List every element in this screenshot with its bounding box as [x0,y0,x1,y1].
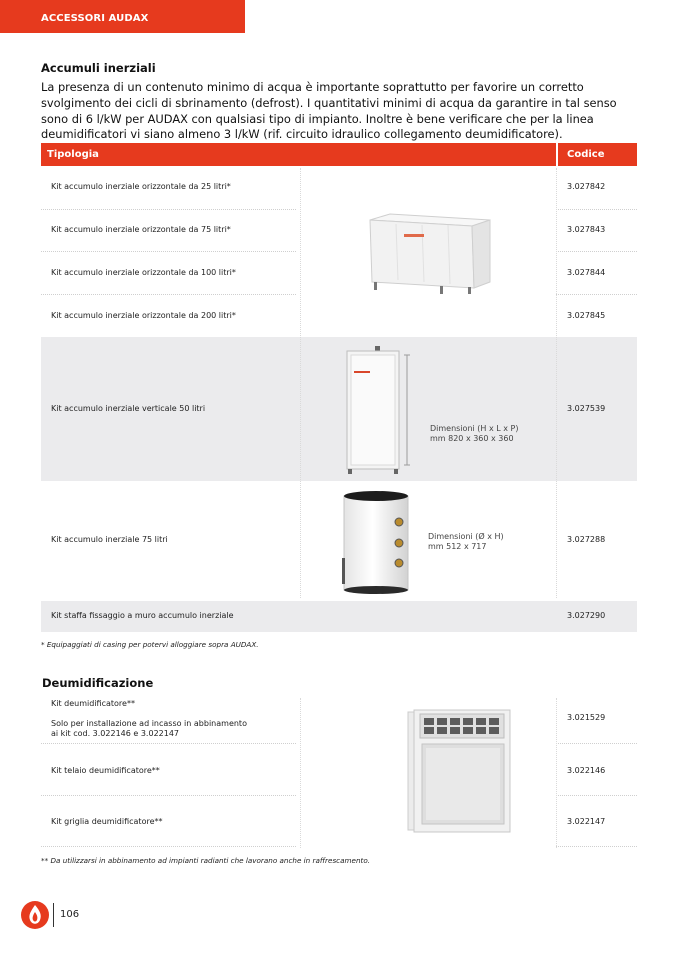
footnote: ** Da utilizzarsi in abbinamento ad impianti radianti che lavorano anche in raffrescamento. [41,856,371,865]
row-label: Kit staffa fissaggio a muro accumulo inerziale [51,611,234,620]
row-code: 3.027843 [567,225,606,234]
intro-paragraph: La presenza di un contenuto minimo di acqua è importante soprattutto per favorire un corretto svolgimento dei cicli di sbrinamento (defrost). I quantitativi minimi di acqua da garantire in tal senso sono di 6 l/kW per AUDAX con qualsiasi tipo di impianto. Inoltre è bene verificare che per la linea deumidificatori vi siano almeno 3 l/kW (rif. circuito idraulico collegamento deumidificatore). [41,80,617,142]
horizontal-tank-image [362,212,494,296]
column-header-codice: Codice [567,149,605,160]
row-code: 3.022147 [567,817,606,826]
row-label: Kit accumulo inerziale 75 litri [51,535,168,544]
row-label: Kit accumulo inerziale orizzontale da 25 litri* [51,182,231,191]
row-code: 3.027844 [567,268,606,277]
row-code: 3.022146 [567,766,606,775]
section-title-accumuli: Accumuli inerziali [41,61,156,75]
row-note: ai kit cod. 3.022146 e 3.022147 [51,729,180,738]
dimensions-title: Dimensioni (H x L x P) [430,424,519,433]
table-row [41,601,637,632]
vertical-tank-image [341,345,413,475]
row-code: 3.027845 [567,311,606,320]
row-label: Kit telaio deumidificatore** [51,766,160,775]
section-header-tab [0,0,245,33]
row-label: Kit accumulo inerziale orizzontale da 200 litri* [51,311,236,320]
table-header [41,143,637,166]
row-label: Kit accumulo inerziale orizzontale da 75 litri* [51,225,231,234]
dimensions-value: mm 512 x 717 [428,542,487,551]
row-code: 3.021529 [567,713,606,722]
row-code: 3.027539 [567,404,606,413]
column-header-tipologia: Tipologia [47,149,99,160]
footnote: * Equipaggiati di casing per potervi alloggiare sopra AUDAX. [41,640,259,649]
row-label: Kit accumulo inerziale verticale 50 litri [51,404,206,413]
page-number: 106 [60,909,80,920]
row-code: 3.027290 [567,611,606,620]
row-note: Solo per installazione ad incasso in abbinamento [51,719,247,728]
table-row [41,337,637,481]
row-label: Kit deumidificatore** [51,699,135,708]
row-label: Kit accumulo inerziale orizzontale da 100 litri* [51,268,236,277]
section-label: ACCESSORI AUDAX [41,13,149,24]
section-title-deumidificazione: Deumidificazione [42,676,154,690]
cylindrical-tank-image [338,488,414,596]
dimensions-value: mm 820 x 360 x 360 [430,434,514,443]
dimensions-title: Dimensioni (Ø x H) [428,532,504,541]
brand-logo-icon [20,900,50,930]
row-code: 3.027842 [567,182,606,191]
dehumidifier-image [406,708,514,834]
row-label: Kit griglia deumidificatore** [51,817,163,826]
row-code: 3.027288 [567,535,606,544]
